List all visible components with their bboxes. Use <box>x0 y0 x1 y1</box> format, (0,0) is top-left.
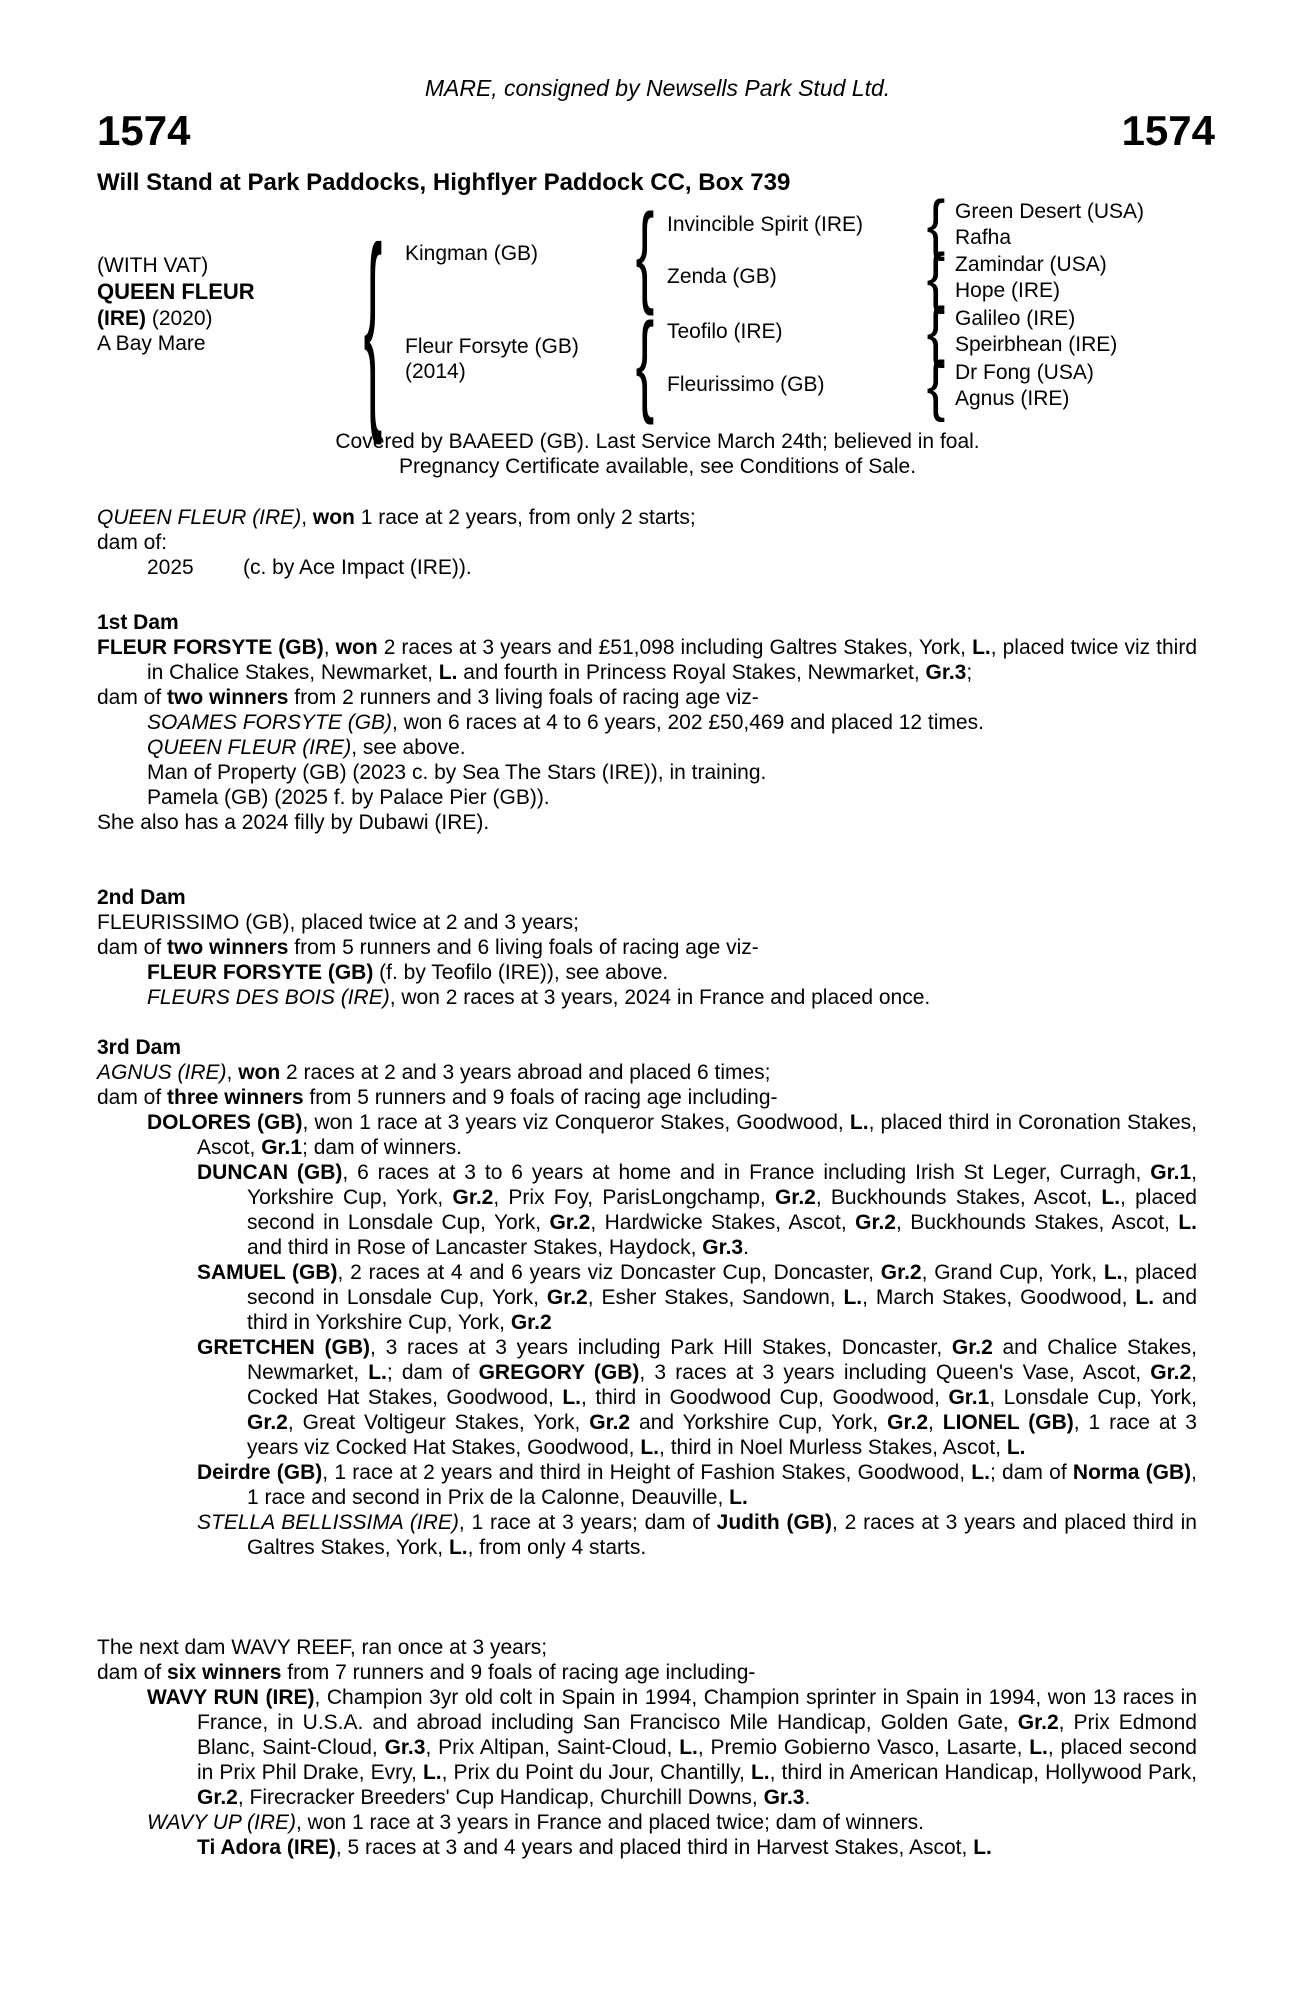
dam-of-line: dam of three winners from 5 runners and 9 foals of racing age including- <box>97 1086 778 1109</box>
great-grandparent-4: Hope (IRE) <box>955 279 1061 302</box>
stand-location-line: Will Stand at Park Paddocks, Highflyer Paddock CC, Box 739 <box>97 169 791 196</box>
brace-icon <box>927 351 946 418</box>
lot-number-left: 1574 <box>97 107 191 154</box>
pedigree-brace-sire <box>634 212 656 296</box>
progeny-line: QUEEN FLEUR (IRE), see above. <box>147 736 466 759</box>
section-next-dam <box>97 1635 1197 1860</box>
section-heading: 3rd Dam <box>97 1036 182 1059</box>
mare-race-record: QUEEN FLEUR (IRE), won 1 race at 2 years, from only 2 starts; <box>97 506 696 529</box>
granddam-2: Fleurissimo (GB) <box>667 373 825 396</box>
great-grandparent-3: Zamindar (USA) <box>955 253 1107 276</box>
dam-name: Fleur Forsyte (GB) <box>405 335 579 358</box>
progeny-line: STELLA BELLISSIMA (IRE), 1 race at 3 years; dam of Judith (GB), 2 races at 3 years and placed third in Galtres Stakes, York, L., from only 4 starts. <box>197 1511 1197 1559</box>
dam-of-label: dam of: <box>97 531 168 554</box>
section-1st-dam <box>97 610 1197 835</box>
dam-of-line: dam of six winners from 7 runners and 9 foals of racing age including- <box>97 1661 756 1684</box>
with-vat-label: (WITH VAT) <box>97 254 209 277</box>
mare-name: QUEEN FLEUR <box>97 279 255 304</box>
note-line: She also has a 2024 filly by Dubawi (IRE). <box>97 811 490 834</box>
brace-icon <box>636 307 655 419</box>
produce-year: 2025 <box>147 556 194 579</box>
great-grandparent-5: Galileo (IRE) <box>955 307 1076 330</box>
dam-of-line: dam of two winners from 5 runners and 6 living foals of racing age viz- <box>97 936 759 959</box>
section-3rd-dam <box>97 1035 1197 1560</box>
section-2nd-dam <box>97 885 1197 1010</box>
dam-year: (2014) <box>405 360 466 383</box>
dam-paragraph: FLEUR FORSYTE (GB), won 2 races at 3 years and £51,098 including Galtres Stakes, York, L., placed twice viz third in Chalice Stakes, Newmarket, L. and fourth in Princess Royal Stakes, Newmarket, Gr.3; <box>97 636 1198 684</box>
progeny-line: Ti Adora (IRE), 5 races at 3 and 4 years and placed third in Harvest Stakes, Ascot, L. <box>197 1836 992 1859</box>
lot-number-right: 1574 <box>1121 107 1215 154</box>
great-grandparent-2: Rafha <box>955 226 1012 249</box>
progeny-line: SAMUEL (GB), 2 races at 4 and 6 years viz Doncaster Cup, Doncaster, Gr.2, Grand Cup, York, L., placed second in Lonsdale Cup, York, Gr.2, Esher Stakes, Sandown, L., March Stakes, Goodwood, L. and third in Yorkshire Cup, York, Gr.2 <box>197 1261 1198 1334</box>
mare-suffix: (IRE) (2020) <box>97 307 213 330</box>
progeny-line: GRETCHEN (GB), 3 races at 3 years including Park Hill Stakes, Doncaster, Gr.2 and Chalice Stakes, Newmarket, L.; dam of GREGORY (GB), 3 races at 3 years including Queen's Vase, Ascot, Gr.2, Cocked Hat Stakes, Goodwood, L., third in Goodwood Cup, Goodwood, Gr.1, Lonsdale Cup, York, Gr.2, Great Voltigeur Stakes, York, Gr.2 and Yorkshire Cup, York, Gr.2, LIONEL (GB), 1 race at 3 years viz Cocked Hat Stakes, Goodwood, L., third in Noel Murless Stakes, Ascot, L. <box>197 1336 1198 1459</box>
progeny-line: FLEURS DES BOIS (IRE), won 2 races at 3 years, 2024 in France and placed once. <box>147 986 931 1009</box>
produce-entry <box>97 555 1197 580</box>
progeny-line: Deirdre (GB), 1 race at 2 years and third in Height of Fashion Stakes, Goodwood, L.; dam of Norma (GB), 1 race and second in Prix de la Calonne, Deauville, L. <box>197 1461 1198 1509</box>
progeny-line: WAVY UP (IRE), won 1 race at 3 years in France and placed twice; dam of winners. <box>147 1811 924 1834</box>
progeny-line: DUNCAN (GB), 6 races at 3 to 6 years at home and in France including Irish St Leger, Curragh, Gr.1, Yorkshire Cup, York, Gr.2, Prix Foy, ParisLongchamp, Gr.2, Buckhounds Stakes, Ascot, L., placed second in Lonsdale Cup, York, Gr.2, Hardwicke Stakes, Ascot, Gr.2, Buckhounds Stakes, Ascot, L. and third in Rose of Lancaster Stakes, Haydock, Gr.3. <box>197 1161 1197 1259</box>
great-grandparent-6: Speirbhean (IRE) <box>955 333 1118 356</box>
progeny-line: SOAMES FORSYTE (GB), won 6 races at 4 to 6 years, 202 £50,469 and placed 12 times. <box>147 711 984 734</box>
progeny-line: DOLORES (GB), won 1 race at 3 years viz Conqueror Stakes, Goodwood, L., placed third in Coronation Stakes, Ascot, Gr.1; dam of winners. <box>147 1111 1198 1159</box>
covering-details <box>0 429 1315 479</box>
consignor-line: MARE, consigned by Newsells Park Stud Ltd. <box>424 75 891 101</box>
progeny-line: FLEUR FORSYTE (GB) (f. by Teofilo (IRE)), see above. <box>147 961 669 984</box>
grandsire-2: Teofilo (IRE) <box>667 320 783 343</box>
produce-record <box>97 505 1197 580</box>
section-heading: 1st Dam <box>97 611 179 634</box>
section-heading: 2nd Dam <box>97 886 186 909</box>
brace-icon <box>636 198 655 310</box>
pedigree-brace-dam <box>634 321 656 405</box>
progeny-line: Pamela (GB) (2025 f. by Palace Pier (GB)). <box>147 786 550 809</box>
pregnancy-line: Pregnancy Certificate available, see Conditions of Sale. <box>398 455 917 478</box>
pedigree-brace-main <box>360 243 386 407</box>
lot-number-row <box>97 107 1215 154</box>
produce-foal: (c. by Ace Impact (IRE)). <box>243 556 472 579</box>
granddam-1: Zenda (GB) <box>667 265 777 288</box>
progeny-line: WAVY RUN (IRE), Champion 3yr old colt in Spain in 1994, Champion sprinter in Spain in 1994, won 13 races in France, in U.S.A. and abroad including San Francisco Mile Handicap, Golden Gate, Gr.2, Prix Edmond Blanc, Saint-Cloud, Gr.3, Prix Altipan, Saint-Cloud, L., Premio Gobierno Vasco, Lasarte, L., placed second in Prix Phil Drake, Evry, L., Prix du Point du Jour, Chantilly, L., third in American Handicap, Hollywood Park, Gr.2, Firecracker Breeders' Cup Handicap, Churchill Downs, Gr.3. <box>147 1686 1198 1809</box>
great-grandparent-8: Agnus (IRE) <box>955 387 1070 410</box>
sire-name: Kingman (GB) <box>405 242 539 265</box>
dam-paragraph: AGNUS (IRE), won 2 races at 2 and 3 years abroad and placed 6 times; <box>97 1061 771 1084</box>
grandsire-1: Invincible Spirit (IRE) <box>667 213 864 236</box>
brace-icon <box>364 216 383 434</box>
pedigree-brace-gg4 <box>925 360 947 410</box>
progeny-line: Man of Property (GB) (2023 c. by Sea The Stars (IRE)), in training. <box>147 761 767 784</box>
dam-of-line: dam of two winners from 2 runners and 3 living foals of racing age viz- <box>97 686 759 709</box>
dam-paragraph: FLEURISSIMO (GB), placed twice at 2 and 3 years; <box>97 911 580 934</box>
great-grandparent-7: Dr Fong (USA) <box>955 361 1094 384</box>
great-grandparent-1: Green Desert (USA) <box>955 200 1145 223</box>
dam-paragraph: The next dam WAVY REEF, ran once at 3 years; <box>97 1636 548 1659</box>
mare-description: A Bay Mare <box>97 332 206 355</box>
covered-line: Covered by BAAEED (GB). Last Service March 24th; believed in foal. <box>335 430 980 453</box>
